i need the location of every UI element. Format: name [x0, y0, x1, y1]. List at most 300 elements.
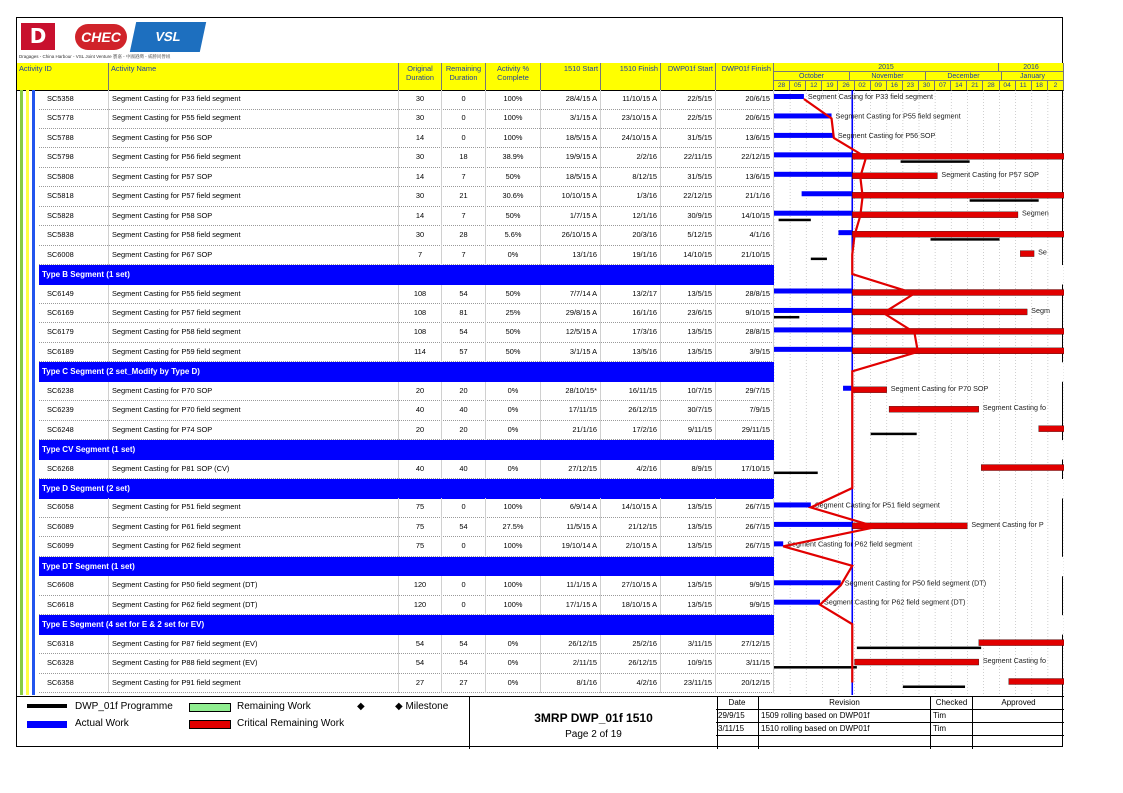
cell-activity-pct: 50%	[486, 323, 541, 343]
activity-row[interactable]	[39, 576, 774, 596]
cell-activity-pct: 100%	[486, 596, 541, 616]
critical-remaining-bar	[1039, 426, 1064, 432]
actual-work-bar	[774, 541, 783, 546]
group-header-row[interactable]	[39, 557, 774, 577]
bar-label: Segment Casting for P57 SOP	[941, 169, 1039, 179]
actual-work-bar	[774, 502, 811, 507]
critical-remaining-bar	[852, 387, 887, 393]
cell-1510-start: 29/8/15 A	[541, 304, 601, 324]
group-header-row[interactable]	[39, 479, 774, 499]
activity-row[interactable]	[39, 343, 774, 363]
cell-1510-start: 19/9/15 A	[541, 148, 601, 168]
cell-dwp-start: 13/5/15	[661, 343, 716, 363]
cell-1510-finish: 12/1/16	[601, 207, 661, 227]
company-logos	[17, 18, 217, 63]
bar-label: Segment Casting for P	[971, 519, 1044, 529]
critical-remaining-bar	[1009, 679, 1064, 685]
cell-dwp-start: 13/5/15	[661, 537, 716, 557]
activity-row[interactable]	[39, 382, 774, 402]
cell-remaining-duration: 0	[442, 537, 486, 557]
cell-dwp-start: 13/5/15	[661, 285, 716, 305]
cell-dwp-finish: 20/12/15	[716, 674, 774, 694]
bar-label: Segment Casting for P33 field segment	[807, 92, 933, 101]
activity-row[interactable]	[39, 596, 774, 616]
cell-activity-name: Segment Casting for P56 field segment	[109, 148, 399, 168]
cell-1510-finish: 11/10/15 A	[601, 90, 661, 110]
group-title: Type DT Segment (1 set)	[42, 561, 135, 571]
timeline-week: 05	[790, 81, 806, 90]
cell-remaining-duration: 81	[442, 304, 486, 324]
actual-work-bar	[774, 580, 841, 585]
rev-header-revision: Revision	[759, 697, 931, 710]
cell-1510-start: 3/1/15 A	[541, 109, 601, 129]
cell-1510-finish: 23/10/15 A	[601, 109, 661, 129]
rev-description: 1509 rolling based on DWP01f	[759, 710, 931, 723]
cell-activity-pct: 50%	[486, 285, 541, 305]
header-original-duration[interactable]: Original Duration	[399, 63, 442, 90]
cell-remaining-duration: 54	[442, 285, 486, 305]
cell-activity-name: Segment Casting for P55 field segment	[109, 285, 399, 305]
cell-original-duration: 108	[399, 285, 442, 305]
cell-activity-name: Segment Casting for P33 field segment	[109, 90, 399, 110]
cell-dwp-finish: 13/6/15	[716, 129, 774, 149]
cell-remaining-duration: 20	[442, 421, 486, 441]
bar-label: Segment Casting for P70 SOP	[890, 383, 989, 393]
cell-1510-start: 3/1/15 A	[541, 343, 601, 363]
cell-activity-pct: 0%	[486, 382, 541, 402]
cell-activity-id: SC6149	[39, 285, 109, 305]
activity-row[interactable]	[39, 226, 774, 246]
cell-dwp-start: 13/5/15	[661, 518, 716, 538]
cell-1510-finish: 13/2/17	[601, 285, 661, 305]
cell-activity-id: SC6058	[39, 498, 109, 518]
activity-row[interactable]	[39, 654, 774, 674]
cell-dwp-finish: 9/10/15	[716, 304, 774, 324]
header-1510-finish[interactable]: 1510 Finish	[601, 63, 661, 90]
cell-dwp-finish: 26/7/15	[716, 498, 774, 518]
cell-remaining-duration: 54	[442, 635, 486, 655]
legend-remaining: Remaining Work	[237, 701, 311, 712]
cell-dwp-finish: 28/8/15	[716, 323, 774, 343]
timeline-week: 23	[903, 81, 919, 90]
activity-row[interactable]	[39, 187, 774, 207]
actual-swatch	[27, 721, 67, 728]
cell-activity-id: SC6238	[39, 382, 109, 402]
programme-bar	[779, 219, 811, 222]
cell-dwp-finish: 29/11/15	[716, 421, 774, 441]
cell-original-duration: 20	[399, 382, 442, 402]
cell-dwp-start: 3/11/15	[661, 635, 716, 655]
cell-activity-pct: 0%	[486, 421, 541, 441]
cell-1510-start: 17/11/15	[541, 401, 601, 421]
cell-dwp-start: 10/7/15	[661, 382, 716, 402]
timeline-month: November	[850, 72, 926, 81]
bar-label: Segment Casting for P62 field segment (DT)	[824, 597, 966, 607]
joint-venture-caption: Dragages - China Harbour - VSL Joint Venture 寶嘉 - 中國港灣 - 威勝同營組	[19, 54, 171, 59]
activity-row[interactable]	[39, 285, 774, 305]
actual-work-bar	[774, 347, 852, 352]
timeline-month: January	[1002, 72, 1064, 81]
timeline-week: 12	[806, 81, 822, 90]
bar-label: Segment Casting for P51 field segment	[814, 500, 940, 510]
cell-original-duration: 40	[399, 401, 442, 421]
cell-activity-name: Segment Casting for P57 field segment	[109, 304, 399, 324]
cell-1510-start: 21/1/16	[541, 421, 601, 441]
actual-work-bar	[774, 522, 852, 527]
cell-activity-id: SC5788	[39, 129, 109, 149]
yellow-stripe	[26, 90, 29, 695]
cell-remaining-duration: 18	[442, 148, 486, 168]
cell-activity-pct: 0%	[486, 246, 541, 266]
cell-dwp-finish: 20/6/15	[716, 90, 774, 110]
activity-row[interactable]	[39, 323, 774, 343]
cell-1510-finish: 26/12/15	[601, 401, 661, 421]
critical-remaining-bar	[852, 328, 1064, 334]
activity-row[interactable]	[39, 129, 774, 149]
cell-dwp-start: 22/5/15	[661, 90, 716, 110]
timeline-week: 09	[871, 81, 887, 90]
cell-dwp-start: 13/5/15	[661, 498, 716, 518]
programme-bar	[901, 160, 970, 163]
activity-row[interactable]	[39, 246, 774, 266]
cell-original-duration: 108	[399, 323, 442, 343]
cell-original-duration: 30	[399, 148, 442, 168]
cell-dwp-finish: 13/6/15	[716, 168, 774, 188]
cell-1510-start: 2/11/15	[541, 654, 601, 674]
programme-bar	[857, 647, 981, 650]
cell-activity-name: Segment Casting for P51 field segment	[109, 498, 399, 518]
cell-original-duration: 120	[399, 596, 442, 616]
cell-activity-pct: 50%	[486, 168, 541, 188]
cell-activity-name: Segment Casting for P62 field segment (DT)	[109, 596, 399, 616]
header-dwp-start[interactable]: DWP01f Start	[661, 63, 716, 90]
cell-dwp-finish: 4/1/16	[716, 226, 774, 246]
cell-1510-finish: 18/10/15 A	[601, 596, 661, 616]
legend-critical: Critical Remaining Work	[237, 718, 345, 729]
group-header-row[interactable]	[39, 440, 774, 460]
rev-date	[716, 736, 759, 749]
bar-label: Segment Casting for P50 field segment (DT)	[844, 578, 987, 588]
cell-activity-name: Segment Casting for P70 field segment	[109, 401, 399, 421]
cell-1510-start: 26/12/15	[541, 635, 601, 655]
cell-activity-id: SC6618	[39, 596, 109, 616]
group-title: Type D Segment (2 set)	[42, 484, 130, 493]
critical-remaining-bar	[855, 659, 979, 665]
cell-1510-finish: 24/10/15 A	[601, 129, 661, 149]
cell-activity-id: SC6248	[39, 421, 109, 441]
group-header-row[interactable]	[39, 265, 774, 285]
cell-dwp-start: 31/5/15	[661, 168, 716, 188]
cell-activity-id: SC5778	[39, 109, 109, 129]
bar-label: Segm	[1031, 305, 1050, 315]
cell-dwp-start: 31/5/15	[661, 129, 716, 149]
cell-activity-pct: 0%	[486, 635, 541, 655]
header-activity-id[interactable]: Activity ID	[17, 63, 109, 90]
rev-date: 29/9/15	[716, 710, 759, 723]
critical-remaining-bar	[979, 640, 1064, 646]
footer-title-block	[469, 697, 718, 749]
cell-1510-start: 18/5/15 A	[541, 168, 601, 188]
cell-activity-name: Segment Casting for P58 SOP	[109, 207, 399, 227]
cell-1510-finish: 13/5/16	[601, 343, 661, 363]
bar-label: Se	[1038, 247, 1047, 257]
actual-work-bar	[838, 230, 852, 235]
cell-original-duration: 27	[399, 674, 442, 694]
activity-row[interactable]	[39, 90, 774, 110]
cell-activity-name: Segment Casting for P67 SOP	[109, 246, 399, 266]
cell-original-duration: 108	[399, 304, 442, 324]
actual-work-bar	[774, 289, 852, 294]
cell-dwp-start: 5/12/15	[661, 226, 716, 246]
cell-1510-start: 27/12/15	[541, 460, 601, 480]
cell-dwp-finish: 29/7/15	[716, 382, 774, 402]
critical-remaining-bar	[852, 192, 1064, 198]
timeline-week: 11	[1016, 81, 1032, 90]
activity-row[interactable]	[39, 207, 774, 227]
cell-dwp-finish: 14/10/15	[716, 207, 774, 227]
activity-row[interactable]	[39, 109, 774, 129]
cell-activity-name: Segment Casting for P57 SOP	[109, 168, 399, 188]
cell-dwp-finish: 27/12/15	[716, 635, 774, 655]
cell-dwp-start: 10/9/15	[661, 654, 716, 674]
programme-swatch	[27, 704, 67, 708]
cell-1510-finish: 16/11/15	[601, 382, 661, 402]
activity-row[interactable]	[39, 148, 774, 168]
cell-remaining-duration: 20	[442, 382, 486, 402]
timeline-week: 28	[774, 81, 790, 90]
cell-activity-id: SC6608	[39, 576, 109, 596]
cell-activity-pct: 100%	[486, 537, 541, 557]
cell-1510-start: 7/7/14 A	[541, 285, 601, 305]
activity-row[interactable]	[39, 537, 774, 557]
critical-remaining-bar	[981, 465, 1064, 471]
bar-label: Segment Casting for P55 field segment	[835, 111, 961, 121]
critical-remaining-bar	[852, 309, 1027, 315]
activity-row[interactable]	[39, 518, 774, 538]
cell-activity-id: SC5818	[39, 187, 109, 207]
legend-milestone: ◆ Milestone	[395, 701, 449, 712]
cell-activity-name: Segment Casting for P81 SOP (CV)	[109, 460, 399, 480]
cell-1510-start: 13/1/16	[541, 246, 601, 266]
cell-activity-pct: 25%	[486, 304, 541, 324]
cell-activity-name: Segment Casting for P62 field segment	[109, 537, 399, 557]
activity-row[interactable]	[39, 304, 774, 324]
cell-remaining-duration: 7	[442, 246, 486, 266]
programme-bar	[774, 666, 857, 669]
cell-activity-pct: 0%	[486, 401, 541, 421]
rev-date: 3/11/15	[716, 723, 759, 736]
rev-checked: Tim	[931, 723, 973, 736]
dragages-logo: D	[21, 23, 55, 50]
activity-row[interactable]	[39, 674, 774, 694]
critical-remaining-bar	[852, 231, 1064, 237]
cell-activity-name: Segment Casting for P56 SOP	[109, 129, 399, 149]
cell-1510-finish: 16/1/16	[601, 304, 661, 324]
cell-1510-start: 26/10/15 A	[541, 226, 601, 246]
timeline-month: December	[926, 72, 1002, 81]
cell-1510-finish: 27/10/15 A	[601, 576, 661, 596]
cell-original-duration: 120	[399, 576, 442, 596]
cell-dwp-start: 23/6/15	[661, 304, 716, 324]
cell-activity-name: Segment Casting for P91 field segment	[109, 674, 399, 694]
cell-remaining-duration: 27	[442, 674, 486, 694]
cell-original-duration: 54	[399, 654, 442, 674]
actual-work-bar	[774, 152, 852, 157]
cell-1510-start: 19/10/14 A	[541, 537, 601, 557]
cell-1510-start: 11/1/15 A	[541, 576, 601, 596]
cell-original-duration: 30	[399, 226, 442, 246]
cell-remaining-duration: 21	[442, 187, 486, 207]
rev-header-date: Date	[716, 697, 759, 710]
cell-activity-pct: 50%	[486, 207, 541, 227]
timeline-week: 16	[887, 81, 903, 90]
timeline-week: 04	[1000, 81, 1016, 90]
cell-remaining-duration: 54	[442, 518, 486, 538]
cell-1510-start: 17/1/15 A	[541, 596, 601, 616]
header-remaining-duration[interactable]: Remaining Duration	[442, 63, 486, 90]
actual-work-bar	[774, 211, 852, 216]
cell-original-duration: 14	[399, 168, 442, 188]
timeline-week: 26	[838, 81, 854, 90]
cell-dwp-finish: 7/9/15	[716, 401, 774, 421]
timeline-week: 19	[822, 81, 838, 90]
cell-dwp-start: 13/5/15	[661, 576, 716, 596]
cell-dwp-finish: 21/1/16	[716, 187, 774, 207]
cell-remaining-duration: 7	[442, 168, 486, 188]
programme-bar	[871, 433, 917, 436]
activity-row[interactable]	[39, 460, 774, 480]
timeline-week: 07	[935, 81, 951, 90]
group-header-row[interactable]	[39, 615, 774, 635]
cell-1510-finish: 19/1/16	[601, 246, 661, 266]
remaining-swatch	[189, 703, 231, 712]
critical-remaining-bar	[852, 212, 1018, 218]
cell-1510-finish: 1/3/16	[601, 187, 661, 207]
timeline-week: 28	[983, 81, 999, 90]
cell-activity-id: SC5358	[39, 90, 109, 110]
actual-work-bar	[843, 386, 852, 391]
header-dwp-finish[interactable]: DWP01f Finish	[716, 63, 774, 90]
actual-work-bar	[802, 191, 853, 196]
cell-activity-name: Segment Casting for P58 field segment	[109, 226, 399, 246]
actual-work-bar	[774, 133, 834, 138]
timeline-week: 30	[919, 81, 935, 90]
schedule-page	[16, 17, 1063, 747]
cell-original-duration: 7	[399, 246, 442, 266]
cell-original-duration: 20	[399, 421, 442, 441]
activity-row[interactable]	[39, 635, 774, 655]
header-activity-name[interactable]: Activity Name	[109, 63, 399, 90]
cell-original-duration: 14	[399, 207, 442, 227]
rev-approved	[973, 723, 1064, 736]
timeline-week: 2	[1048, 81, 1064, 90]
activity-row[interactable]	[39, 401, 774, 421]
cell-remaining-duration: 0	[442, 596, 486, 616]
cell-original-duration: 40	[399, 460, 442, 480]
programme-bar	[774, 472, 818, 475]
cell-dwp-start: 8/9/15	[661, 460, 716, 480]
cell-activity-name: Segment Casting for P58 field segment	[109, 323, 399, 343]
cell-remaining-duration: 0	[442, 498, 486, 518]
cell-original-duration: 14	[399, 129, 442, 149]
cell-activity-name: Segment Casting for P88 field segment (EV)	[109, 654, 399, 674]
cell-remaining-duration: 0	[442, 90, 486, 110]
footer	[17, 696, 1064, 749]
cell-activity-pct: 5.6%	[486, 226, 541, 246]
actual-work-bar	[774, 327, 852, 332]
actual-work-bar	[774, 172, 852, 177]
activity-row[interactable]	[39, 168, 774, 188]
activity-row[interactable]	[39, 421, 774, 441]
timeline-header	[774, 63, 1064, 90]
cell-1510-finish: 17/3/16	[601, 323, 661, 343]
legend-programme: DWP_01f Programme	[75, 701, 173, 712]
cell-activity-pct: 100%	[486, 109, 541, 129]
group-header-row[interactable]	[39, 362, 774, 382]
critical-remaining-bar	[852, 348, 1064, 354]
bar-label: Segment Casting for P56 SOP	[837, 130, 936, 140]
cell-original-duration: 30	[399, 109, 442, 129]
rev-approved	[973, 710, 1064, 723]
cell-dwp-finish: 26/7/15	[716, 537, 774, 557]
cell-dwp-start: 9/11/15	[661, 421, 716, 441]
rev-header-checked: Checked	[931, 697, 973, 710]
cell-remaining-duration: 0	[442, 576, 486, 596]
timeline-week: 14	[951, 81, 967, 90]
cell-activity-id: SC5798	[39, 148, 109, 168]
header-activity-pct[interactable]: Activity % Complete	[486, 63, 541, 90]
cell-dwp-start: 13/5/15	[661, 323, 716, 343]
actual-work-bar	[774, 600, 820, 605]
rev-approved	[973, 736, 1064, 749]
cell-activity-pct: 100%	[486, 498, 541, 518]
cell-1510-finish: 2/2/16	[601, 148, 661, 168]
cell-1510-start: 11/5/15 A	[541, 518, 601, 538]
programme-bar	[811, 258, 827, 261]
cell-1510-finish: 21/12/15	[601, 518, 661, 538]
header-1510-start[interactable]: 1510 Start	[541, 63, 601, 90]
group-title: Type E Segment (4 set for E & 2 set for EV)	[42, 620, 205, 630]
cell-activity-id: SC5828	[39, 207, 109, 227]
cell-1510-finish: 17/2/16	[601, 421, 661, 441]
cell-activity-id: SC6189	[39, 343, 109, 363]
actual-work-bar	[774, 308, 852, 313]
programme-bar	[774, 316, 799, 319]
cell-1510-finish: 8/12/15	[601, 168, 661, 188]
cell-activity-id: SC5838	[39, 226, 109, 246]
cell-dwp-start: 13/5/15	[661, 596, 716, 616]
timeline-week: 18	[1032, 81, 1048, 90]
bar-label: Segmen	[1021, 208, 1049, 218]
cell-activity-pct: 30.6%	[486, 187, 541, 207]
actual-work-bar	[774, 113, 832, 118]
cell-original-duration: 30	[399, 187, 442, 207]
cell-1510-start: 28/4/15 A	[541, 90, 601, 110]
cell-dwp-finish: 21/10/15	[716, 246, 774, 266]
cell-dwp-finish: 20/6/15	[716, 109, 774, 129]
cell-activity-name: Segment Casting for P55 field segment	[109, 109, 399, 129]
cell-1510-start: 18/5/15 A	[541, 129, 601, 149]
critical-remaining-bar	[852, 290, 1064, 296]
cell-1510-start: 12/5/15 A	[541, 323, 601, 343]
cell-activity-id: SC6268	[39, 460, 109, 480]
activity-row[interactable]	[39, 498, 774, 518]
cell-activity-id: SC6239	[39, 401, 109, 421]
actual-work-bar	[774, 94, 804, 99]
bar-label: Segment Casting fo	[982, 403, 1046, 413]
milestone-diamond-icon: ◆	[357, 701, 365, 712]
cell-activity-pct: 0%	[486, 654, 541, 674]
